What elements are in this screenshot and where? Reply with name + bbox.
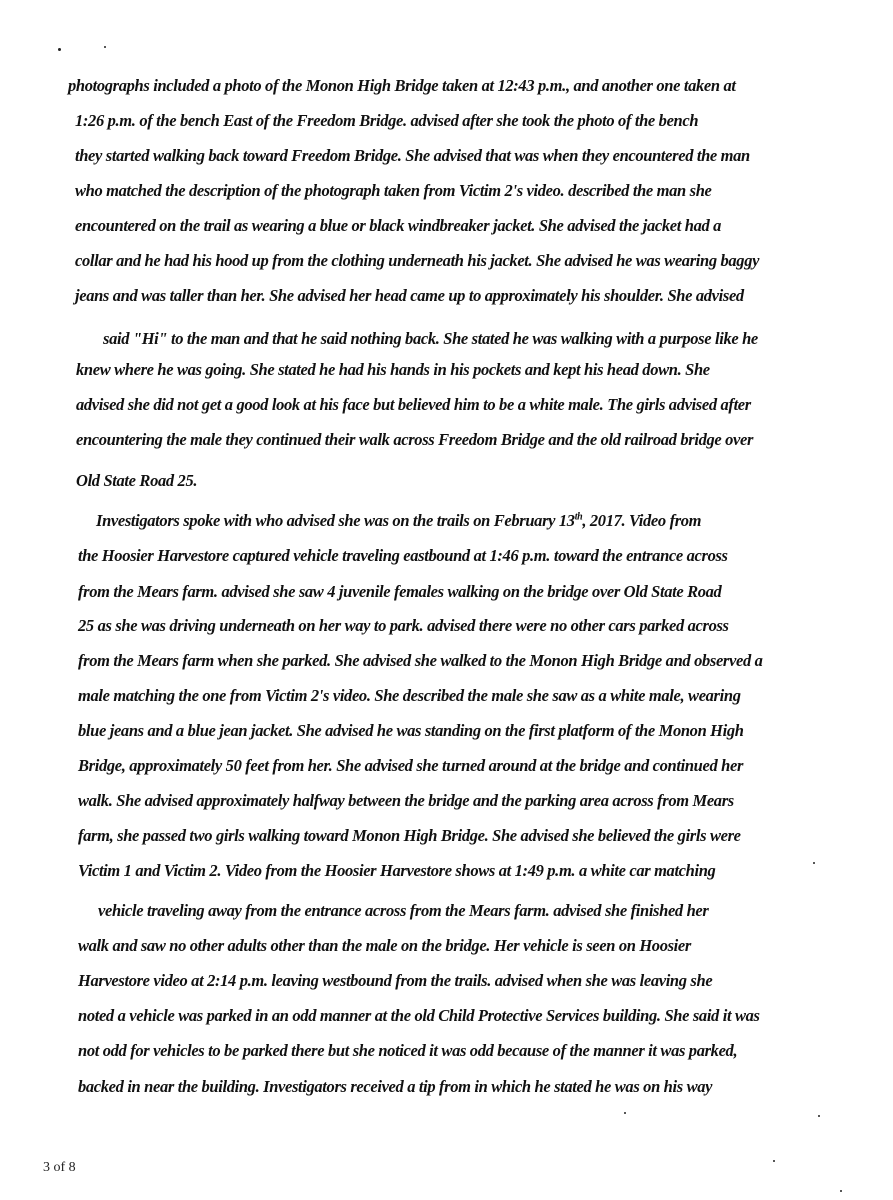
text-line: collar and he had his hood up from the clothing underneath his jacket. She advised he was wearing baggy [75, 251, 760, 270]
text-line: said "Hi" to the man and that he said nothing back. She stated he was walking with a purpose like he [103, 329, 758, 348]
scan-speck [773, 1160, 775, 1162]
text-line: Harvestore video at 2:14 p.m. leaving westbound from the trails. advised when she was leaving she [78, 971, 713, 990]
scan-speck [818, 1115, 820, 1117]
text-line: they started walking back toward Freedom Bridge. She advised that was when they encountered the man [75, 146, 750, 165]
text-line: advised she did not get a good look at his face but believed him to be a white male. The girls advised after [76, 395, 751, 414]
text-line: walk. She advised approximately halfway between the bridge and the parking area across from Mears [78, 791, 734, 810]
text-line: vehicle traveling away from the entrance across from the Mears farm. advised she finished her [98, 901, 709, 920]
text-line: Bridge, approximately 50 feet from her. She advised she turned around at the bridge and continued her [78, 756, 744, 775]
text-line: from the Mears farm when she parked. She advised she walked to the Monon High Bridge and observed a [78, 651, 763, 670]
text-line [96, 513, 701, 530]
text-line: Old State Road 25. [76, 471, 198, 490]
text-line: not odd for vehicles to be parked there but she noticed it was odd because of the manner it was parked, [78, 1041, 738, 1060]
text-line: 1:26 p.m. of the bench East of the Freedom Bridge. advised after she took the photo of the bench [75, 111, 699, 130]
text-line: jeans and was taller than her. She advised her head came up to approximately his shoulder. She advised [75, 286, 744, 305]
scan-speck [813, 862, 815, 864]
text-line: from the Mears farm. advised she saw 4 juvenile females walking on the bridge over Old State Road [78, 582, 722, 601]
text-line: backed in near the building. Investigators received a tip from in which he stated he was on his way [78, 1077, 713, 1096]
text-line: knew where he was going. She stated he had his hands in his pockets and kept his head down. She [76, 360, 710, 379]
text-line: Victim 1 and Victim 2. Video from the Hoosier Harvestore shows at 1:49 p.m. a white car matching [78, 861, 716, 880]
text-line: photographs included a photo of the Monon High Bridge taken at 12:43 p.m., and another one taken at [68, 76, 736, 95]
text-line: the Hoosier Harvestore captured vehicle traveling eastbound at 1:46 p.m. toward the entrance across [78, 546, 728, 565]
text-segment: Investigators spoke with who advised she was on the trails on February 13 [96, 511, 575, 530]
text-line: who matched the description of the photograph taken from Victim 2's video. described the man she [75, 181, 712, 200]
text-line: blue jeans and a blue jean jacket. She advised he was standing on the first platform of the Monon High [78, 721, 744, 740]
scan-speck [104, 46, 106, 48]
page-number: 3 of 8 [43, 1160, 76, 1175]
scan-speck [58, 48, 61, 51]
scan-speck [840, 1190, 842, 1192]
text-line: 25 as she was driving underneath on her way to park. advised there were no other cars parked across [78, 616, 729, 635]
text-segment: , 2017. Video from [582, 511, 702, 530]
text-line: male matching the one from Victim 2's video. She described the male she saw as a white male, wearing [78, 686, 741, 705]
scan-speck [624, 1112, 626, 1114]
text-line: encountering the male they continued their walk across Freedom Bridge and the old railroad bridge over [76, 430, 754, 449]
text-line: noted a vehicle was parked in an odd manner at the old Child Protective Services building. She said it was [78, 1006, 760, 1025]
text-line: walk and saw no other adults other than the male on the bridge. Her vehicle is seen on Hoosier [78, 936, 691, 955]
superscript: th [574, 511, 583, 523]
text-line: encountered on the trail as wearing a blue or black windbreaker jacket. She advised the jacket had a [75, 216, 722, 235]
text-line: farm, she passed two girls walking toward Monon High Bridge. She advised she believed the girls were [78, 826, 741, 845]
